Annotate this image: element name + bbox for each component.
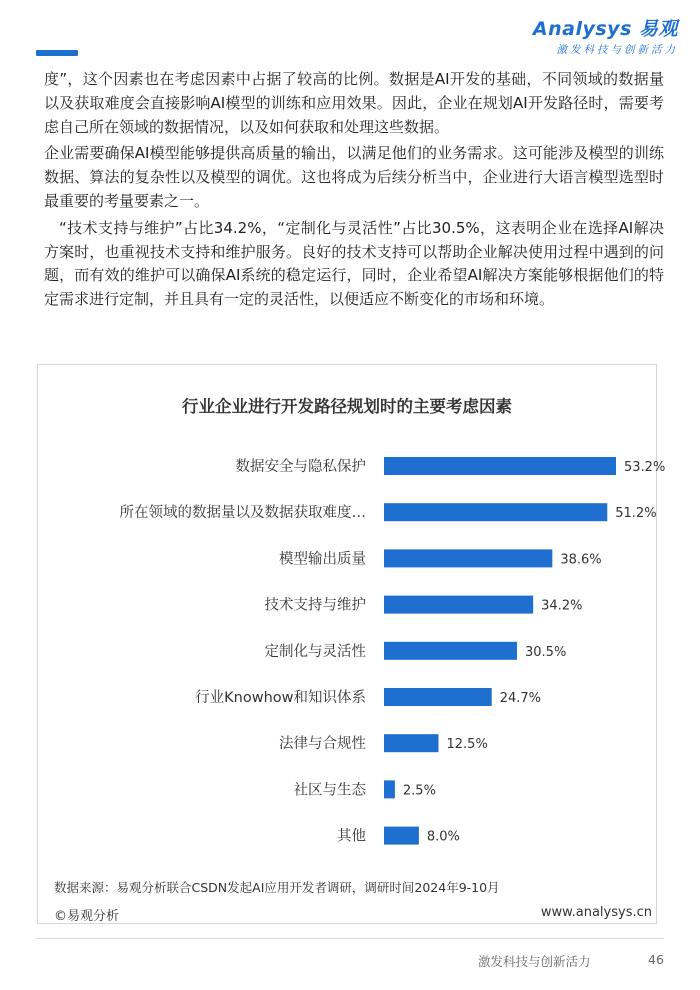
chart-container	[37, 364, 666, 924]
bar	[384, 596, 533, 614]
chart-title: 行业企业进行开发路径规划时的主要考虑因素	[182, 397, 512, 416]
category-label: 模型输出质量	[279, 551, 366, 568]
category-label: 社区与生态	[293, 782, 366, 799]
value-label: 30.5%	[525, 644, 567, 660]
bar	[384, 688, 492, 706]
copyright-text: ©易观分析	[54, 909, 120, 924]
bar-chart	[38, 365, 666, 865]
category-label: 技术支持与维护	[264, 597, 366, 614]
paragraph: 度”，这个因素也在考虑因素中占据了较高的比例。数据是AI开发的基础，不同领域的数据量以及获取难度会直接影响AI模型的训练和应用效果。因此，企业在规划AI开发路径时，需要考虑自己所在领域的数据情况，以及如何获取和处理这些数据。	[44, 70, 664, 136]
category-label: 行业Knowhow和知识体系	[195, 690, 366, 706]
value-label: 34.2%	[541, 598, 583, 614]
data-source-note: 数据来源：易观分析联合CSDN发起AI应用开发者调研，调研时间2024年9-10月	[54, 880, 500, 895]
footer-slogan: 激发科技与创新活力	[478, 954, 591, 969]
header-accent-bar	[36, 50, 78, 56]
value-label: 51.2%	[615, 506, 657, 522]
category-label: 法律与合规性	[279, 736, 366, 753]
category-label: 数据安全与隐私保护	[235, 459, 366, 475]
paragraph: “技术支持与维护”占比34.2%，“定制化与灵活性”占比30.5%，这表明企业在选择AI解决方案时，也重视技术支持和维护服务。良好的技术支持可以帮助企业解决使用过程中遇到的问题，而有效的维护可以确保AI系统的稳定运行，同时，企业希望AI解决方案能够根据他们的特定需求进行定制，并且具有一定的灵活性，以便适应不断变化的市场和环境。	[44, 218, 664, 309]
value-label: 38.6%	[560, 552, 602, 568]
bar	[384, 734, 439, 752]
logo-text: Analysys 易观	[532, 18, 678, 40]
value-label: 12.5%	[446, 737, 488, 753]
analysys-logo	[533, 14, 678, 57]
category-label: 定制化与灵活性	[264, 643, 366, 660]
website-text: www.analysys.cn	[540, 905, 652, 920]
bar	[384, 503, 607, 521]
value-label: 8.0%	[426, 829, 460, 845]
value-label: 24.7%	[499, 691, 542, 706]
value-label: 53.2%	[624, 460, 666, 475]
value-label: 2.5%	[402, 783, 436, 799]
bar	[384, 827, 419, 845]
bar	[384, 780, 395, 798]
bar	[384, 642, 517, 660]
category-label: 其他	[337, 828, 366, 845]
page-number: 46	[648, 952, 664, 967]
category-label: 所在领域的数据量以及数据获取难度…	[119, 505, 366, 522]
bar	[384, 457, 616, 475]
paragraph: 企业需要确保AI模型能够提供高质量的输出，以满足他们的业务需求。这可能涉及模型的训练数据、算法的复杂性以及模型的调优。这也将成为后续分析当中，企业进行大语言模型选型时最重要的考量要素之一。	[44, 144, 664, 210]
bar	[384, 549, 552, 567]
logo-tagline: 激发科技与创新活力	[556, 44, 678, 56]
body-text	[44, 68, 664, 312]
footer-divider	[36, 938, 664, 939]
